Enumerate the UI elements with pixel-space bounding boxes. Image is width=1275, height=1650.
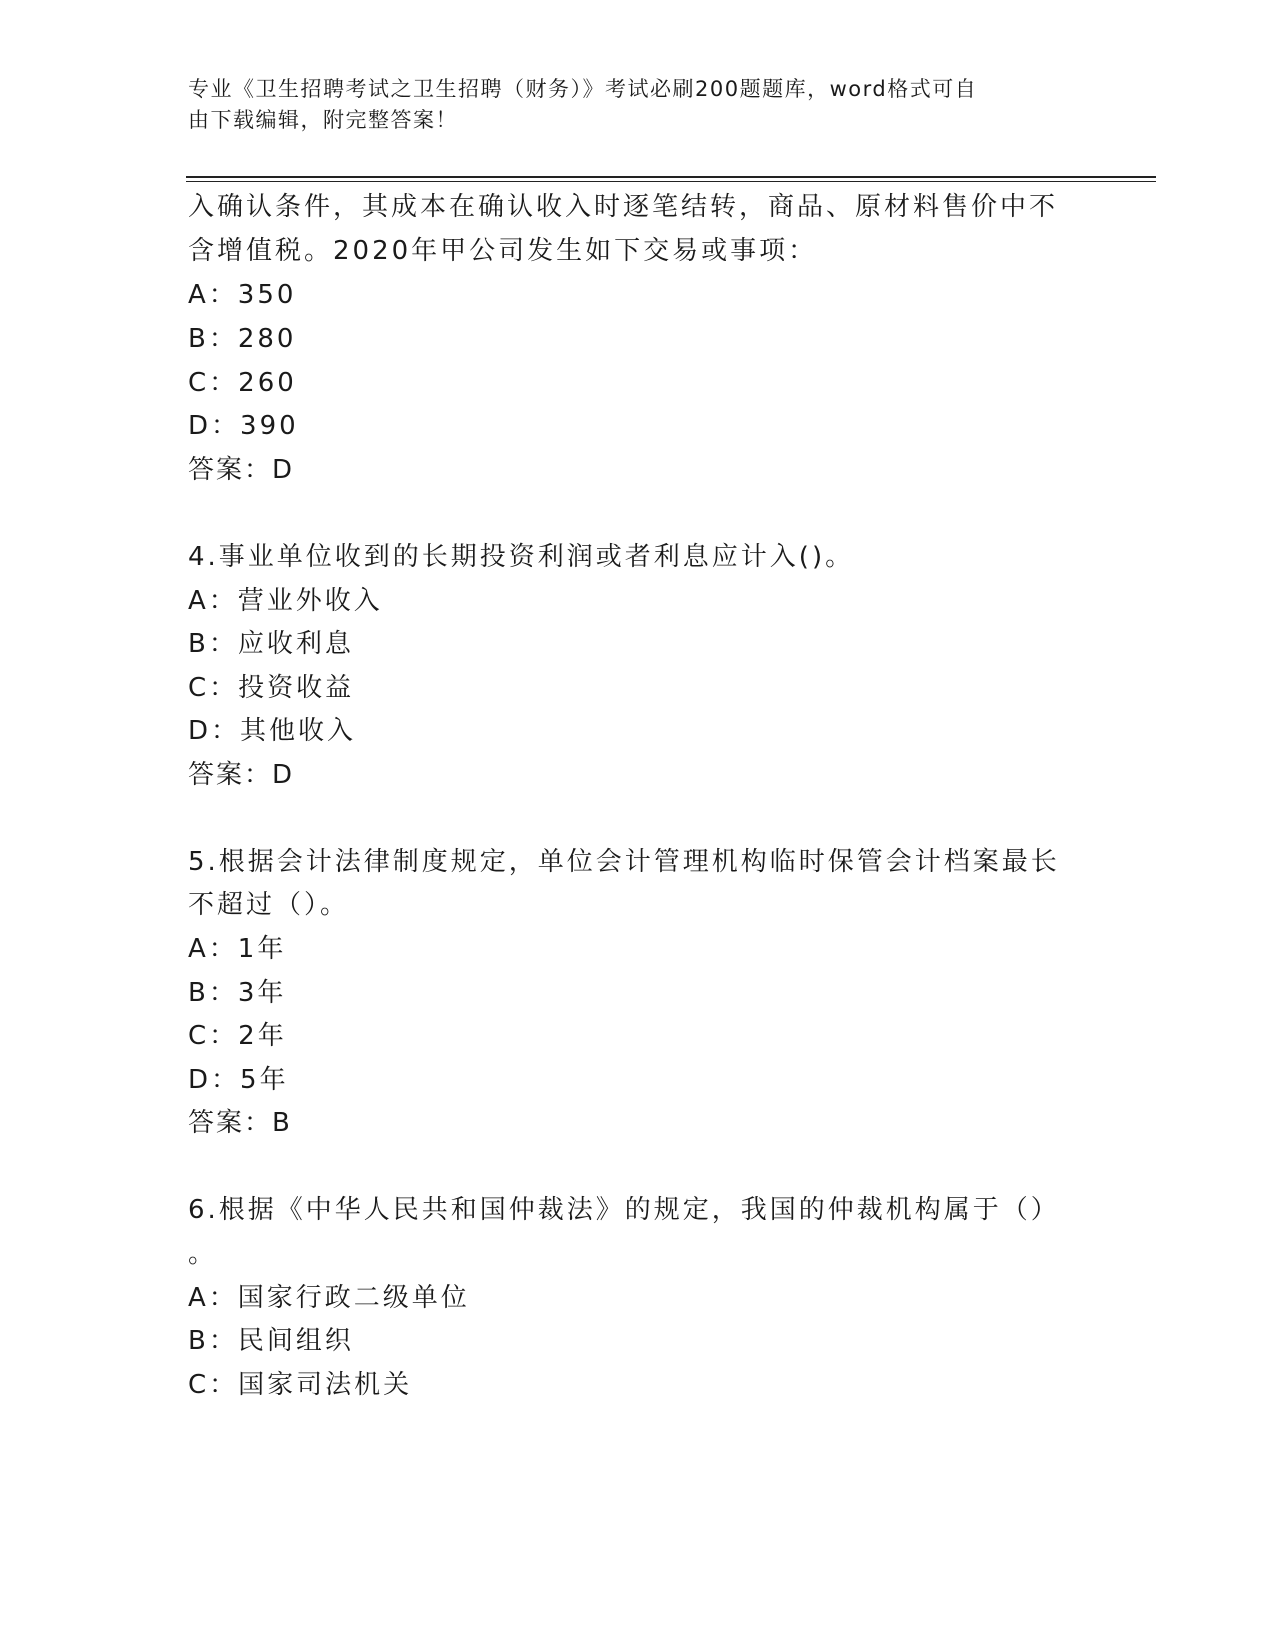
q3-option-b: B：280 — [188, 324, 297, 354]
q4-option-b: B：应收利息 — [188, 629, 354, 659]
q5-option-d: D：5年 — [188, 1065, 289, 1095]
q3-text-line-1: 入确认条件，其成本在确认收入时逐笔结转，商品、原材料售价中不 — [188, 192, 1059, 222]
q5-option-a: A：1年 — [188, 934, 287, 964]
header-title-line-1: 专业《卫生招聘考试之卫生招聘（财务）》考试必刷200题题库，word格式可自 — [188, 77, 978, 101]
q3-option-c: C：260 — [188, 368, 297, 398]
q4-option-d: D：其他收入 — [188, 716, 357, 746]
q3-text-line-2: 含增值税。2020年甲公司发生如下交易或事项： — [188, 236, 818, 266]
q6-option-a: A：国家行政二级单位 — [188, 1283, 470, 1313]
q5-text-line-1: 5.根据会计法律制度规定，单位会计管理机构临时保管会计档案最长 — [188, 847, 1060, 877]
q5-option-c: C：2年 — [188, 1021, 287, 1051]
q4-text-line-1: 4.事业单位收到的长期投资利润或者利息应计入()。 — [188, 542, 855, 572]
q3-option-a: A：350 — [188, 280, 297, 310]
document-header — [188, 74, 1088, 136]
q6-option-c: C：国家司法机关 — [188, 1370, 413, 1400]
q5-answer: 答案：B — [188, 1108, 292, 1138]
q5-text-line-2: 不超过（）。 — [188, 890, 350, 920]
q4-option-c: C：投资收益 — [188, 673, 355, 703]
header-divider-thin — [186, 181, 1156, 182]
q3-option-d: D：390 — [188, 411, 299, 441]
q3-answer: 答案：D — [188, 455, 295, 485]
header-title-line-2: 由下载编辑，附完整答案！ — [188, 108, 458, 132]
q4-option-a: A：营业外收入 — [188, 586, 383, 616]
header-divider-thick — [186, 176, 1156, 178]
q4-answer: 答案：D — [188, 760, 295, 790]
q6-text-line-2: 。 — [188, 1239, 218, 1269]
q5-option-b: B：3年 — [188, 978, 287, 1008]
q6-text-line-1: 6.根据《中华人民共和国仲裁法》的规定，我国的仲裁机构属于（） — [188, 1195, 1060, 1225]
q6-option-b: B：民间组织 — [188, 1326, 354, 1356]
